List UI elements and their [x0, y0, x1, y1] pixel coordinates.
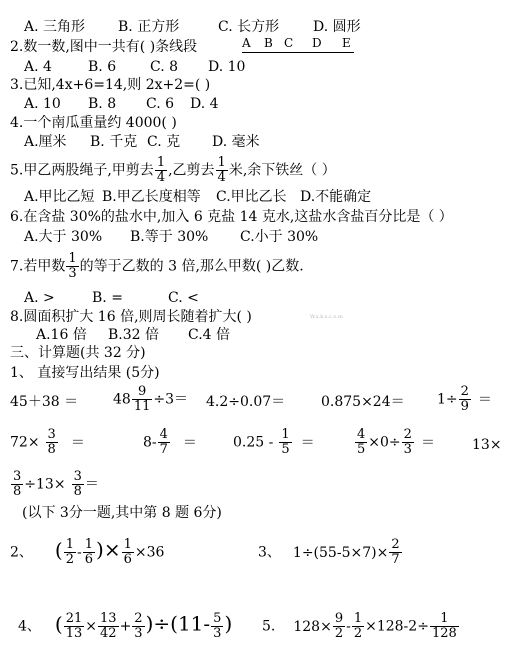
- section-3-heading: 三、计算题(共 32 分): [10, 345, 146, 361]
- calc-e5: 1÷ $\frac{2}{9}$ ＝: [437, 384, 492, 414]
- q2-text: 2.数一数,图中一共有( )条线段: [10, 39, 198, 55]
- sub-heading-2: (以下 3分一题,其中第 8 题 6分): [22, 505, 222, 521]
- calc-e5-fraction: $\frac{2}{9}$: [460, 384, 469, 414]
- problem-2: 2、 ( $\frac{1}{2}$ - $\frac{1}{6}$ )× $\frac{1}{6}$ ×36: [10, 537, 165, 567]
- p5-fraction-c: $\frac{1}{128}$: [431, 611, 457, 641]
- problem-3: 3、 1÷(55-5×7)× $\frac{2}{7}$: [258, 537, 400, 567]
- calc-e6-fraction: $\frac{3}{8}$: [47, 427, 56, 457]
- q1-option-d: D. 圆形: [313, 19, 361, 35]
- q2-option-b: B. 6: [88, 59, 117, 75]
- q4-option-d: D. 毫米: [212, 134, 260, 150]
- calc-e7: 8- $\frac{4}{7}$ ＝: [143, 427, 197, 457]
- p2-fraction-b: $\frac{1}{6}$: [84, 537, 94, 567]
- q7-question: [10, 252, 304, 281]
- q4-text: 4.一个南瓜重量约 4000( ): [10, 115, 177, 131]
- q1-option-c: C. 长方形: [218, 19, 280, 35]
- problem-4: 4、 ( $\frac{21}{13}$ × $\frac{13}{42}$ + $\frac{2}{3}$ )÷(11- $\frac{5}{3}$ ): [18, 611, 233, 641]
- point-b: B: [264, 36, 273, 50]
- q5-option-a: A.甲比乙短: [24, 189, 95, 205]
- q5-option-b: B.甲乙长度相等: [102, 189, 201, 205]
- q2-option-c: C. 8: [150, 59, 179, 75]
- calc-e11-fraction-1: $\frac{3}{8}$: [13, 469, 22, 499]
- q5-text-c: 米,余下铁丝（ ）: [228, 162, 336, 179]
- q7-option-a: A. >: [24, 290, 55, 306]
- point-d: D: [312, 36, 322, 50]
- p3-fraction: $\frac{2}{7}$: [391, 537, 400, 567]
- problem-4-label: 4、: [18, 618, 41, 635]
- q5-text-a: 5.甲乙两股绳子,甲剪去: [10, 162, 154, 179]
- q7-text-a: 7.若甲数: [10, 258, 66, 275]
- q8-option-b: B.32 倍: [108, 327, 160, 343]
- q5-option-c: C.甲比乙长: [216, 189, 287, 205]
- q5-text-b: ,乙剪去: [168, 162, 215, 179]
- q7-option-b: B. =: [92, 290, 123, 306]
- q7-fraction: $\frac{1}{3}$: [68, 251, 77, 281]
- calc-e2-fraction: $\frac{9}{11}$: [133, 384, 151, 414]
- p2-fraction-a: $\frac{1}{2}$: [65, 537, 75, 567]
- calc-e2: 48 $\frac{9}{11}$ ÷3＝: [113, 384, 189, 414]
- problem-3-label: 3、: [258, 544, 281, 561]
- q4-option-a: A.厘米: [24, 134, 67, 150]
- calc-e9-fraction-1: $\frac{4}{5}$: [357, 427, 366, 457]
- q6-text: 6.在含盐 30%的盐水中,加入 6 克盐 14 克水,这盐水含盐百分比是（ ）: [10, 209, 453, 225]
- q6-option-c: C.小于 30%: [240, 229, 319, 245]
- problem-5: 5. 128× $\frac{9}{2}$ - $\frac{1}{2}$ ×128-2÷ $\frac{1}{128}$: [262, 611, 457, 641]
- q3-option-b: B. 8: [88, 96, 117, 112]
- q2-option-d: D. 10: [208, 59, 246, 75]
- watermark-text: W.x.k.s.c.o.m: [310, 314, 343, 320]
- p2-fraction-c: $\frac{1}{6}$: [123, 537, 132, 567]
- problem-5-label: 5.: [262, 618, 276, 635]
- calc-e1: 45＋38 ＝: [10, 394, 79, 410]
- point-c: C: [284, 36, 294, 50]
- calc-e9-fraction-2: $\frac{2}{3}$: [403, 427, 412, 457]
- p4-fraction-d: $\frac{5}{3}$: [213, 611, 222, 641]
- p5-fraction-a: $\frac{9}{2}$: [334, 611, 344, 641]
- q8-text: 8.圆面积扩大 16 倍,则周长随着扩大( ): [10, 309, 252, 325]
- q5-question: [10, 156, 336, 185]
- q3-text: 3.已知,4x+6=14,则 2x+2=( ): [10, 77, 211, 93]
- p4-fraction-c: $\frac{2}{3}$: [134, 611, 143, 641]
- q7-text-b: 的等于乙数的 3 倍,那么甲数( )乙数.: [79, 258, 304, 275]
- p4-fraction-a: $\frac{21}{13}$: [65, 611, 83, 641]
- calc-e6: 72× $\frac{3}{8}$ ＝: [10, 427, 85, 457]
- calc-e4: 0.875×24＝: [321, 394, 405, 410]
- calc-e8: 0.25 - $\frac{1}{5}$ ＝: [233, 427, 315, 457]
- q4-option-b: B. 千克: [90, 134, 138, 150]
- q6-option-a: A.大于 30%: [24, 229, 103, 245]
- q1-option-b: B. 正方形: [118, 19, 180, 35]
- calc-e10: 13×: [472, 437, 502, 453]
- problem-2-label: 2、: [10, 544, 33, 561]
- q2-option-a: A. 4: [24, 59, 52, 75]
- calc-e11: $\frac{3}{8}$ ÷13× $\frac{3}{8}$ ＝: [13, 469, 99, 499]
- p5-fraction-b: $\frac{1}{2}$: [353, 611, 363, 641]
- q5-option-d: D.不能确定: [300, 189, 372, 205]
- segment-line: [242, 52, 354, 53]
- calc-e8-fraction: $\frac{1}{5}$: [281, 427, 290, 457]
- calc-e9: $\frac{4}{5}$ ×0÷ $\frac{2}{3}$ ＝: [357, 427, 435, 457]
- line-segment-figure: [242, 36, 358, 56]
- q8-option-c: C.4 倍: [188, 327, 231, 343]
- calc-e3: 4.2÷0.07＝: [206, 394, 286, 410]
- p4-fraction-b: $\frac{13}{42}$: [100, 611, 117, 641]
- q3-option-c: C. 6: [146, 96, 175, 112]
- q3-option-a: A. 10: [24, 96, 61, 112]
- q6-option-b: B.等于 30%: [130, 229, 209, 245]
- q1-option-a: A. 三角形: [24, 19, 86, 35]
- q7-option-c: C. <: [168, 290, 199, 306]
- calc-e11-fraction-2: $\frac{3}{8}$: [73, 469, 82, 499]
- q3-option-d: D. 4: [190, 96, 219, 112]
- sub-heading-1: 1、 直接写出结果 (5分): [10, 365, 160, 381]
- point-e: E: [342, 36, 351, 50]
- q8-option-a: A.16 倍: [36, 327, 87, 343]
- calc-e7-fraction: $\frac{4}{7}$: [159, 427, 168, 457]
- q5-fraction-2: $\frac{1}{4}$: [217, 155, 226, 185]
- point-a: A: [242, 36, 251, 50]
- q5-fraction-1: $\frac{1}{4}$: [156, 155, 166, 185]
- q4-option-c: C. 克: [147, 134, 181, 150]
